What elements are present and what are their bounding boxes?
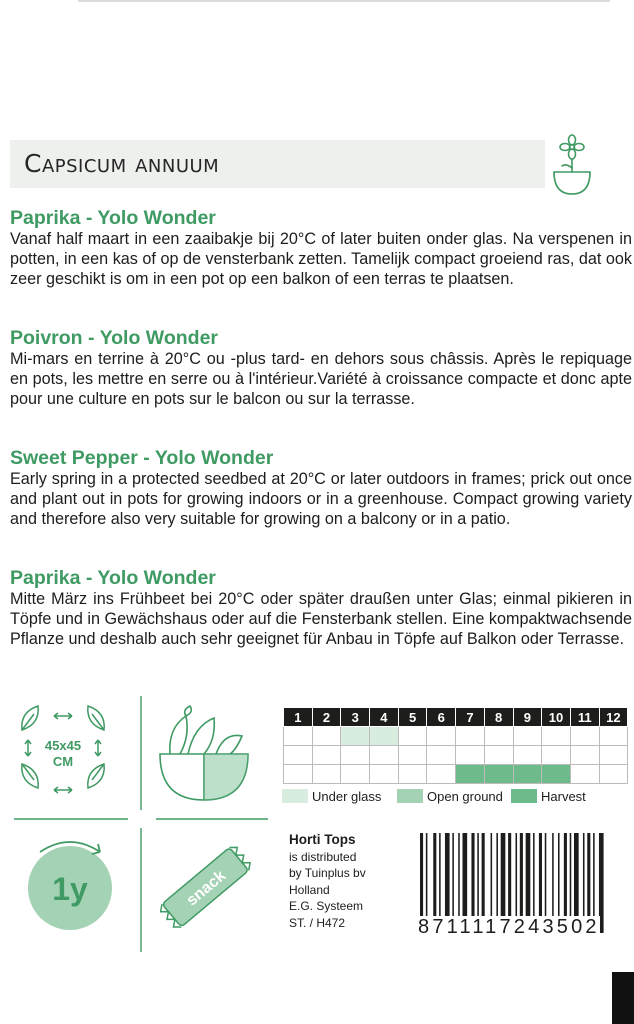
calendar-cell (484, 727, 513, 746)
calendar-cell (456, 727, 485, 746)
section-text: Vanaf half maart in een zaaibakje bij 20°C of later buiten onder glas. Na verspenen in potten, in een kas of op de vensterbank zetten. Tamelijk compact groeiend ras, dat ook zeer geschikt is om in een pot op een balkon of een terras te plaatsen. (10, 230, 632, 288)
section-title: Paprika - Yolo Wonder (10, 207, 216, 229)
sowing-calendar (283, 707, 628, 784)
section-title: Sweet Pepper - Yolo Wonder (10, 447, 274, 469)
section-title: Paprika - Yolo Wonder (10, 567, 216, 589)
barcode-bar (463, 833, 468, 917)
section-text: Mitte März ins Frühbeet bei 20°C oder später draußen unter Glas; einmal pikieren in Töpfe und in Gewächshaus oder auf die Fensterbank stellen. Eine kompaktwachsende Pflanze und deshalb auch sehr geeignet für Anbau in Töpfe auf Balkon oder Terrasse. (10, 590, 632, 648)
calendar-cell (398, 765, 427, 784)
calendar-cell (427, 727, 456, 746)
legend-swatch-harvest (511, 789, 537, 803)
calendar-cell (570, 746, 599, 765)
calendar-cell (284, 746, 313, 765)
barcode-bar (439, 833, 441, 917)
barcode-number: 8711117243502 (418, 916, 600, 938)
section-dutch (10, 207, 632, 289)
brand-name: Horti Tops (289, 832, 356, 847)
calendar-cell (312, 765, 341, 784)
barcode-bar (583, 833, 585, 917)
barcode-bar (477, 833, 479, 917)
calendar-cell (427, 746, 456, 765)
calendar-month-7: 7 (456, 708, 485, 727)
barcode-bar (587, 833, 590, 917)
calendar-cell (456, 765, 485, 784)
calendar-cell (398, 727, 427, 746)
calendar-month-3: 3 (341, 708, 370, 727)
barcode-bar (501, 833, 506, 917)
barcode-bar (491, 833, 493, 917)
section-title: Poivron - Yolo Wonder (10, 327, 219, 349)
species-name: Capsicum annuum (24, 149, 220, 178)
calendar-cell (312, 746, 341, 765)
snack-icon (157, 844, 253, 931)
calendar-month-1: 1 (284, 708, 313, 727)
calendar-row-open-ground (284, 746, 628, 765)
calendar-cell (599, 765, 628, 784)
barcode-bar (539, 833, 542, 917)
legend-open-ground: Open ground (427, 789, 503, 804)
barcode-bar (533, 833, 535, 917)
species-banner (10, 140, 545, 188)
calendar-cell (284, 765, 313, 784)
calendar-cell (542, 727, 571, 746)
barcode-bar (508, 833, 511, 917)
calendar-cell (599, 727, 628, 746)
calendar-cell (398, 746, 427, 765)
spacing-unit-label: CM (52, 754, 74, 769)
calendar-cell (341, 765, 370, 784)
snack-label: snack (183, 867, 230, 910)
section-english (10, 447, 632, 529)
barcode-bar (433, 833, 436, 917)
edge-marker (612, 972, 634, 1024)
barcode-bar (471, 833, 474, 917)
calendar-month-6: 6 (427, 708, 456, 727)
calendar-month-2: 2 (312, 708, 341, 727)
distributor-line: is distributed (289, 849, 357, 864)
barcode-bar (458, 833, 460, 917)
spacing-label: 45x45 (44, 738, 82, 753)
section-french (10, 327, 632, 409)
section-text: Early spring in a protected seedbed at 20°C or later outdoors in frames; prick out once and plant out in pots for growing indoors or in a greenhouse. Compact growing variety and therefore also very suitable for growing on a balcony or in a patio. (10, 470, 632, 528)
calendar-row-under-glass (284, 727, 628, 746)
calendar-cell (513, 765, 542, 784)
distributor-line: by Tuinplus bv (289, 866, 366, 880)
calendar-cell (341, 746, 370, 765)
calendar-cell (370, 765, 399, 784)
calendar-cell (570, 727, 599, 746)
calendar-cell (542, 746, 571, 765)
calendar-month-12: 12 (599, 708, 628, 727)
barcode-bar (526, 833, 531, 917)
legend-swatch-under-glass (282, 789, 308, 803)
section-german (10, 567, 632, 649)
calendar-cell (570, 765, 599, 784)
barcode-bar (482, 833, 485, 917)
calendar-cell (370, 746, 399, 765)
distributor-line: Holland (289, 882, 330, 897)
calendar-month-4: 4 (370, 708, 399, 727)
flower-pot-icon (548, 130, 596, 198)
calendar-cell (484, 765, 513, 784)
legend-swatch-open-ground (397, 789, 423, 803)
barcode-bar (558, 833, 560, 917)
calendar-month-9: 9 (513, 708, 542, 727)
growing-icons-panel (10, 692, 272, 954)
barcode-bar (570, 833, 572, 917)
calendar-cell (370, 727, 399, 746)
distributor-line: ST. / H472 (289, 915, 346, 930)
calendar-cell (484, 746, 513, 765)
calendar-row-harvest (284, 765, 628, 784)
calendar-cell (513, 746, 542, 765)
distributor-info (289, 832, 366, 931)
calendar-cell (456, 746, 485, 765)
calendar-month-5: 5 (398, 708, 427, 727)
barcode-bar (574, 833, 579, 917)
lifecycle-label: 1y (52, 871, 88, 907)
section-text: Mi-mars en terrine à 20°C ou -plus tard- en dehors sous châssis. Après le repiquage en pots, les mettre en serre ou à l'intérieur.Variété à croissance compacte et donc apte pour une culture en pots sur le balcon ou sur la terrasse. (10, 350, 632, 408)
calendar-month-11: 11 (570, 708, 599, 727)
calendar-cell (341, 727, 370, 746)
calendar-cell (599, 746, 628, 765)
top-divider (78, 0, 610, 2)
distributor-line: E.G. Systeem (289, 899, 364, 913)
barcode-bar (520, 833, 523, 917)
calendar-month-8: 8 (484, 708, 513, 727)
legend-under-glass: Under glass (312, 789, 382, 804)
barcode-bar (545, 833, 547, 917)
barcode-bar (564, 833, 567, 917)
calendar-cell (312, 727, 341, 746)
barcode-bar (552, 833, 554, 917)
legend-harvest: Harvest (541, 789, 586, 804)
barcode-bar (452, 833, 454, 917)
calendar-cell (427, 765, 456, 784)
calendar-cell (284, 727, 313, 746)
barcode-bar (496, 833, 498, 917)
barcode-bar (445, 833, 450, 917)
calendar-cell (513, 727, 542, 746)
calendar-month-10: 10 (542, 708, 571, 727)
calendar-cell (542, 765, 571, 784)
calendar-months-row (284, 708, 628, 727)
